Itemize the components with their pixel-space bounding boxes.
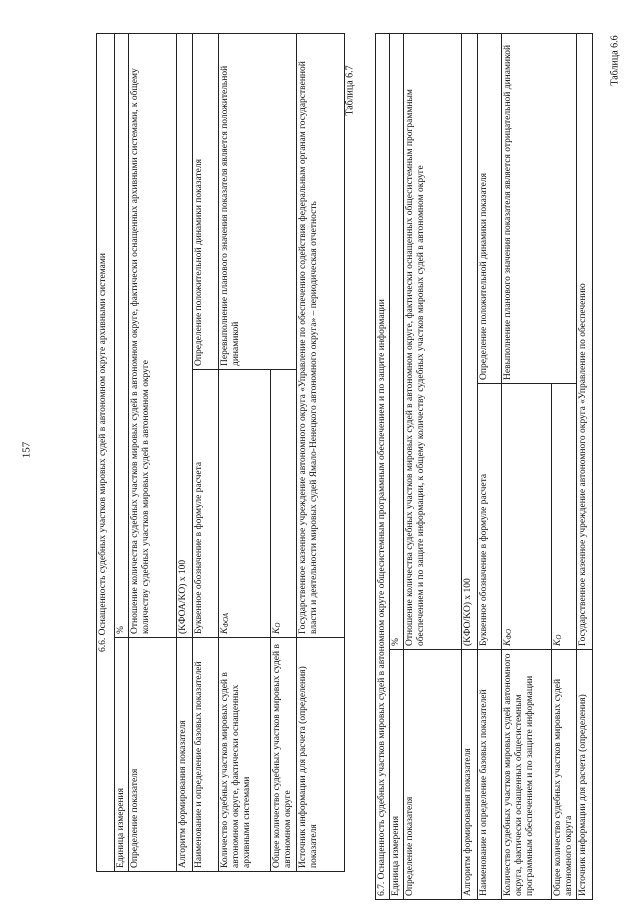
k1-symbol: KФО	[501, 384, 551, 650]
formula-symbol-header: Буквенное обозначение в формуле расчета	[192, 370, 218, 638]
page-number: 157	[20, 441, 33, 459]
definition-value: Отношение количества судебных участков мировых судей в автономном округе, фактически оснащенных общесистемным программным обеспечением и по защите информации, к общему количеству судебных участков мировых судей в автономном округе	[403, 33, 461, 649]
formula-symbol-header: Буквенное обозначение в формуле расчета	[477, 384, 501, 650]
base-indicators-label: Наименование и определение базовых показателей	[477, 650, 501, 900]
dynamics-value: Перевыполнение планового значения показателя является положительной динамикой	[218, 33, 296, 369]
source-label: Источник информации для расчета (определения)	[576, 650, 592, 900]
algorithm-formula: (KФО/KО) х 100	[461, 33, 477, 649]
table-6-6-title: 6.6. Оснащенность судебных участков мировых судей в автономном округе архивными системами	[97, 33, 115, 871]
algorithm-label: Алгоритм формирования показателя	[461, 650, 477, 900]
algorithm-formula: (KФОА/KО) х 100	[176, 33, 192, 637]
source-value: Государственное казенное учреждение автономного округа «Управление по обеспечению содействия федеральным органам государственной власти и деятельности мировых судей Ямало-Ненецкого автономного округа» – периодическая отчетность	[296, 33, 344, 637]
definition-value: Отношение количества судебных участков мировых судей в автономном округе, фактически оснащенных архивными системами, к общему количеству судебных участков мировых судей в автономном округе	[128, 33, 176, 637]
k1-description: Количество судебных участков мировых судей в автономном округе, фактически оснащенных архивными системами	[218, 638, 270, 872]
table-6-6-caption: Таблица 6.6	[609, 35, 621, 86]
definition-label: Определение показателя	[128, 638, 176, 872]
unit-label: Единица измерения	[390, 650, 404, 900]
table-6-6	[96, 33, 345, 872]
k1-symbol: KФОА	[218, 370, 270, 638]
table-6-7-title: 6.7. Оснащенность судебных участков мировых судей в автономном округе общесистемным программным обеспечением и по защите информации	[376, 33, 390, 899]
k2-description: Общее количество судебных участков мировых судей автономного округа	[551, 650, 576, 900]
definition-label: Определение показателя	[403, 650, 461, 900]
unit-label: Единица измерения	[115, 638, 129, 872]
dynamics-header: Определение положительной динамики показателя	[192, 33, 218, 369]
source-label: Источник информации для расчета (определения) показателя	[296, 638, 344, 872]
k1-description: Количество судебных участков мировых судей автономного округа, фактически оснащенных общесистемным программным обеспечением и по защите информации	[501, 650, 551, 900]
unit-value: %	[390, 33, 404, 649]
table-6-7	[375, 33, 593, 900]
algorithm-label: Алгоритм формирования показателя	[176, 638, 192, 872]
k2-symbol: KО	[270, 370, 296, 638]
source-value: Государственное казенное учреждение автономного округа «Управление по обеспечению	[576, 33, 592, 649]
k2-description: Общее количество судебных участков мировых судей в автономном округе	[270, 638, 296, 872]
table-6-7-caption: Таблица 6.7	[344, 65, 356, 116]
dynamics-header: Определение положительной динамики показателя	[477, 33, 501, 383]
base-indicators-label: Наименование и определение базовых показателей	[192, 638, 218, 872]
k2-symbol: KО	[551, 384, 576, 650]
unit-value: %	[115, 33, 129, 637]
dynamics-value: Невыполнение планового значения показателя является отрицательной динамикой	[501, 33, 576, 383]
